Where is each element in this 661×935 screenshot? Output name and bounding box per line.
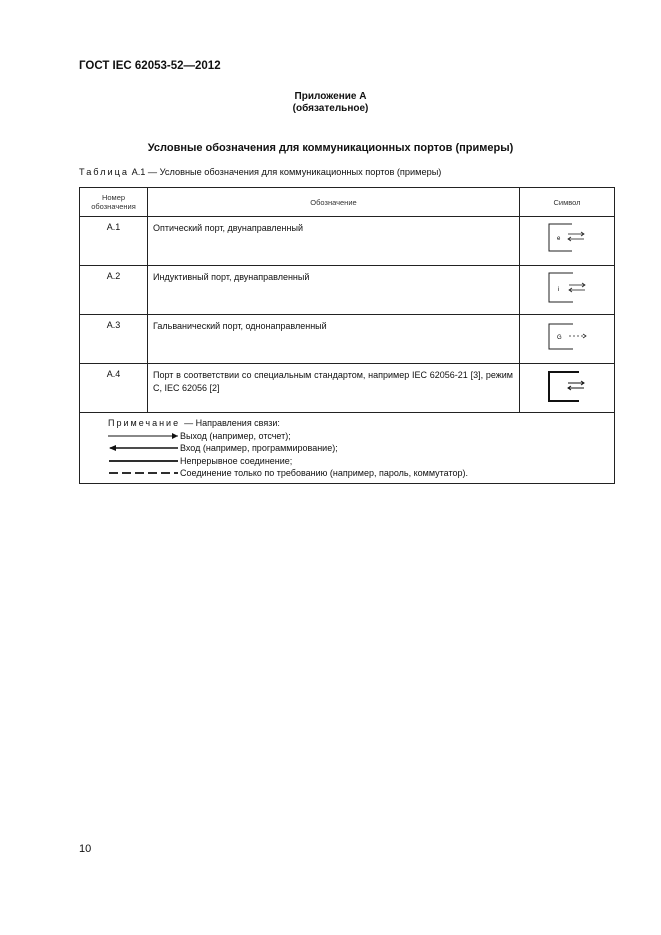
row-description: Гальванический порт, однонаправленный — [148, 315, 520, 364]
table-caption-text: А.1 — Условные обозначения для коммуникационных портов (примеры) — [131, 167, 442, 177]
row-number: А.1 — [80, 217, 148, 266]
table-caption — [79, 167, 441, 177]
row-description: Порт в соответствии со специальным стандартом, например IEC 62056-21 [3], режим С, IEC 62056 [2] — [148, 364, 520, 413]
symbol-letter: e — [557, 236, 561, 242]
section-heading: Условные обозначения для коммуникационных портов (примеры) — [147, 142, 514, 154]
note-item-text: Выход (например, отсчет); — [180, 430, 291, 441]
galvanic-port-icon — [546, 319, 592, 354]
note-intro: — Направления связи: — [184, 418, 280, 428]
row-symbol — [520, 217, 615, 266]
column-header-symbol: Символ — [520, 188, 615, 217]
note-item — [108, 467, 614, 480]
note-item — [108, 442, 614, 455]
row-symbol — [520, 364, 615, 413]
table-note-row — [80, 413, 615, 484]
row-description: Индуктивный порт, двунаправленный — [148, 266, 520, 315]
dashed-line-icon — [108, 469, 180, 477]
note-heading — [108, 417, 614, 430]
row-description: Оптический порт, двунаправленный — [148, 217, 520, 266]
table-row — [80, 315, 615, 364]
inductive-port-icon — [546, 270, 590, 305]
column-header-number: Номер обозначения — [80, 188, 148, 217]
row-symbol — [520, 266, 615, 315]
table-row — [80, 364, 615, 413]
symbol-letter: G — [557, 335, 562, 341]
note-item — [108, 430, 614, 443]
row-number: А.2 — [80, 266, 148, 315]
continuous-line-icon — [108, 457, 180, 465]
page-number: 10 — [79, 843, 92, 855]
annex-status: (обязательное) — [292, 103, 369, 114]
note-item-text: Вход (например, программирование); — [180, 443, 338, 453]
symbol-letter: i — [558, 287, 560, 293]
row-number: А.4 — [80, 364, 148, 413]
special-standard-port-icon — [546, 368, 592, 404]
table-row — [80, 217, 615, 266]
output-arrow-icon — [108, 432, 180, 440]
column-header-designation: Обозначение — [148, 188, 520, 217]
document-code: ГОСТ IEC 62053-52—2012 — [79, 60, 221, 72]
row-symbol — [520, 315, 615, 364]
table-caption-prefix: Таблица — [79, 167, 130, 177]
table-row — [80, 266, 615, 315]
table-header-row — [80, 188, 615, 217]
note-item — [108, 455, 614, 468]
optical-port-icon — [546, 221, 590, 254]
note-label: Примечание — [108, 418, 181, 428]
row-number: А.3 — [80, 315, 148, 364]
input-arrow-icon — [108, 444, 180, 452]
table-note — [80, 413, 615, 484]
symbols-table — [79, 187, 615, 484]
note-item-text: Соединение только по требованию (например, пароль, коммутатор). — [180, 468, 468, 478]
note-item-text: Непрерывное соединение; — [180, 455, 293, 466]
annex-title: Приложение А — [294, 91, 367, 102]
